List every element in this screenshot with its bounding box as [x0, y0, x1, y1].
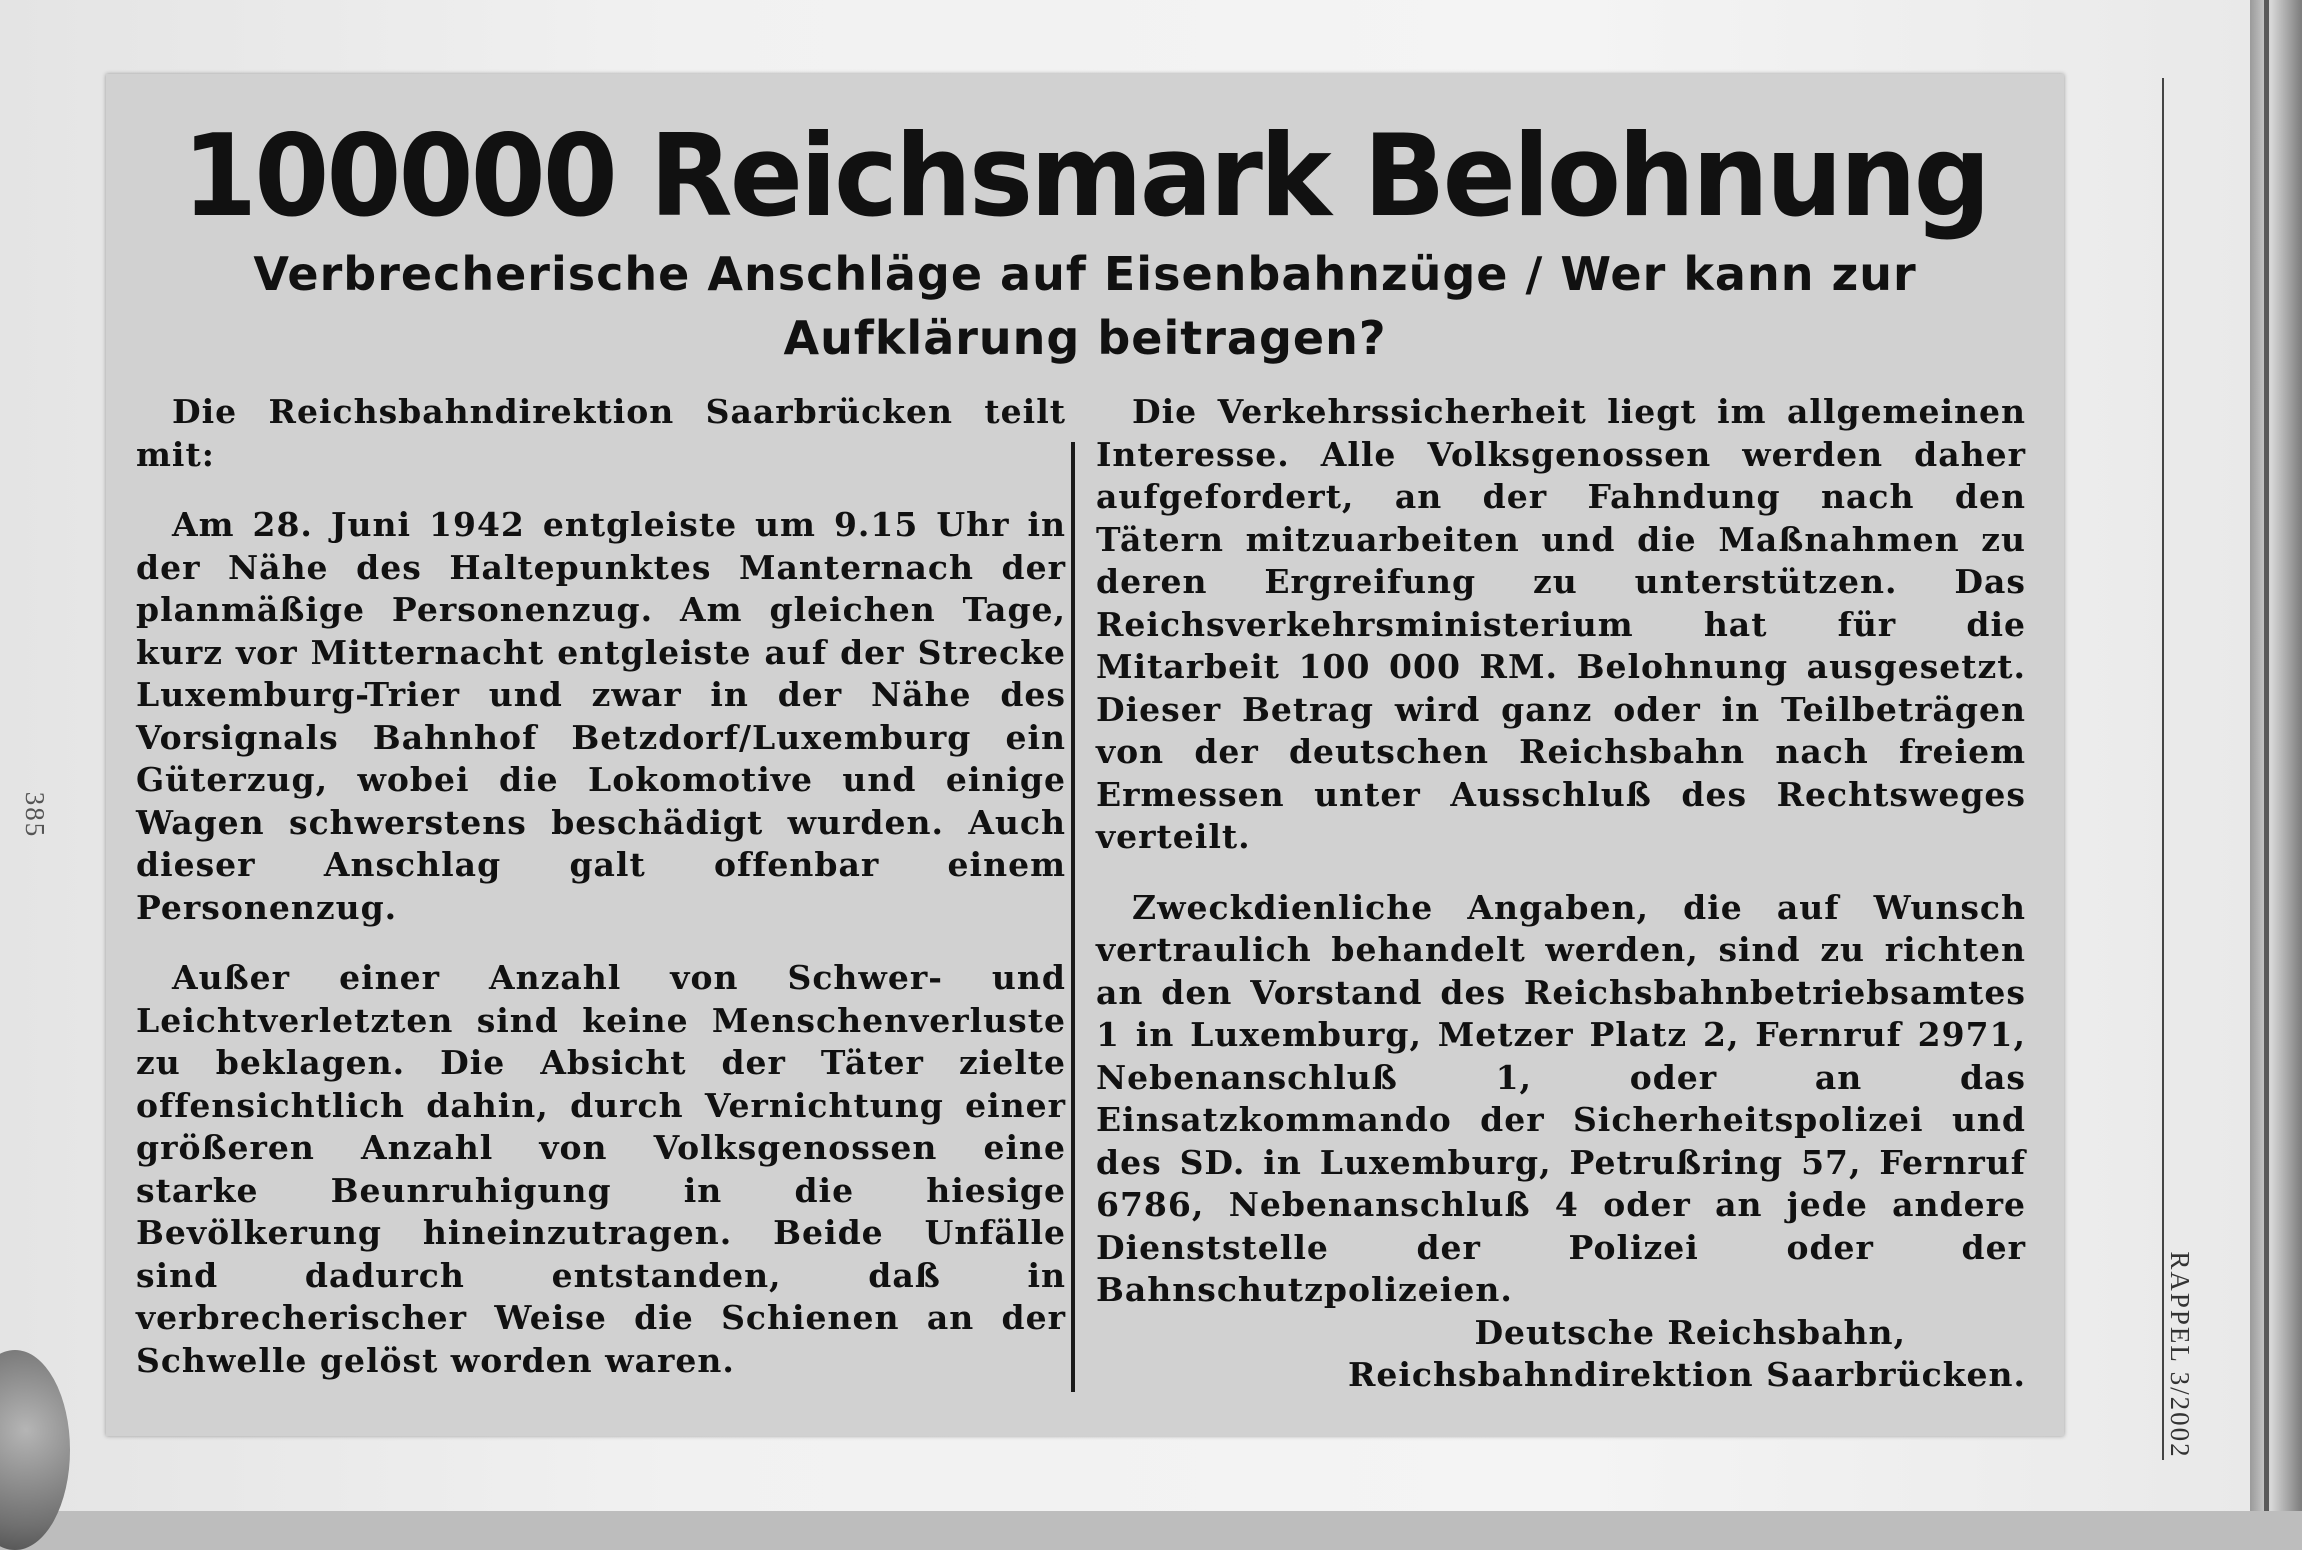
paragraph-derailments: Am 28. Juni 1942 entgleiste um 9.15 Uhr in der Nähe des Haltepunktes Manternach der planmäßige Personenzug. Am gleichen Tage, kurz vor Mitternacht entgleiste auf der Strecke Luxemburg-Trier und zwar in der Nähe des Vorsignals Bahnhof Betzdorf/Luxemburg ein Güterzug, wobei die Lokomotive und einige Wagen schwerstens beschädigt wurden. Auch dieser Anschlag galt offenbar einem Personenzug.: [136, 505, 1066, 927]
paragraph-contact: Zweckdienliche Angaben, die auf Wunsch vertraulich behandelt werden, sind zu richten an den Vorstand des Reichsbahnbetriebsamtes 1 in Luxemburg, Metzer Platz 2, Fernruf 2971, Nebenanschluß 1, oder an das Einsatzkommando der Sicherheitspolizei und des SD. in Luxemburg, Petrußring 57, Fernruf 6786, Nebenanschluß 4 oder an jede andere Dienststelle der Polizei oder der Bahnschutzpolizeien.: [1096, 887, 2026, 1309]
paragraph-intro: Die Reichsbahndirektion Saarbrücken teilt mit:: [136, 392, 1066, 474]
paragraph-casualties: Außer einer Anzahl von Schwer- und Leichtverletzten sind keine Menschenverluste zu beklagen. Die Absicht der Täter zielte offensichtlich dahin, durch Vernichtung einer größeren Anzahl von Volksgenossen eine starke Beunruhigung in die hiesige Bevölkerung hineinzutragen. Beide Unfälle sind dadurch entstanden, daß in verbrecherischer Weise die Schienen an der Schwelle gelöst worden waren.: [136, 958, 1066, 1380]
margin-rule: [2162, 78, 2164, 1460]
headline: 100000 Reichsmark Belohnung: [182, 110, 1988, 243]
left-column: [136, 391, 1066, 1382]
right-column: [1096, 391, 2026, 1397]
paragraph-reward: Die Verkehrssicherheit liegt im allgemeinen Interesse. Alle Volksgenossen werden daher aufgefordert, an der Fahndung nach den Tätern mitzuarbeiten und die Maßnahmen zu deren Ergreifung zu unterstützen. Das Reichsverkehrsministerium hat für die Mitarbeit 100 000 RM. Belohnung ausgesetzt. Dieser Betrag wird ganz oder in Teilbeträgen von der deutschen Reichsbahn nach freiem Ermessen unter Ausschluß des Rechtsweges verteilt.: [1096, 392, 2026, 856]
signature-line-2: Reichsbahndirektion Saarbrücken.: [1347, 1355, 2026, 1394]
newspaper-clipping: [106, 74, 2064, 1436]
book-binding: [2250, 0, 2302, 1511]
column-divider: [1071, 442, 1075, 1392]
page-number: 385: [20, 791, 50, 839]
subheadline: Verbrecherische Anschläge auf Eisenbahnzüge / Wer kann zur Aufklärung beitragen?: [253, 247, 1917, 365]
signature-line-1: Deutsche Reichsbahn,: [1474, 1312, 1906, 1352]
journal-footer: RAPPEL 3/2002: [2165, 1251, 2195, 1459]
